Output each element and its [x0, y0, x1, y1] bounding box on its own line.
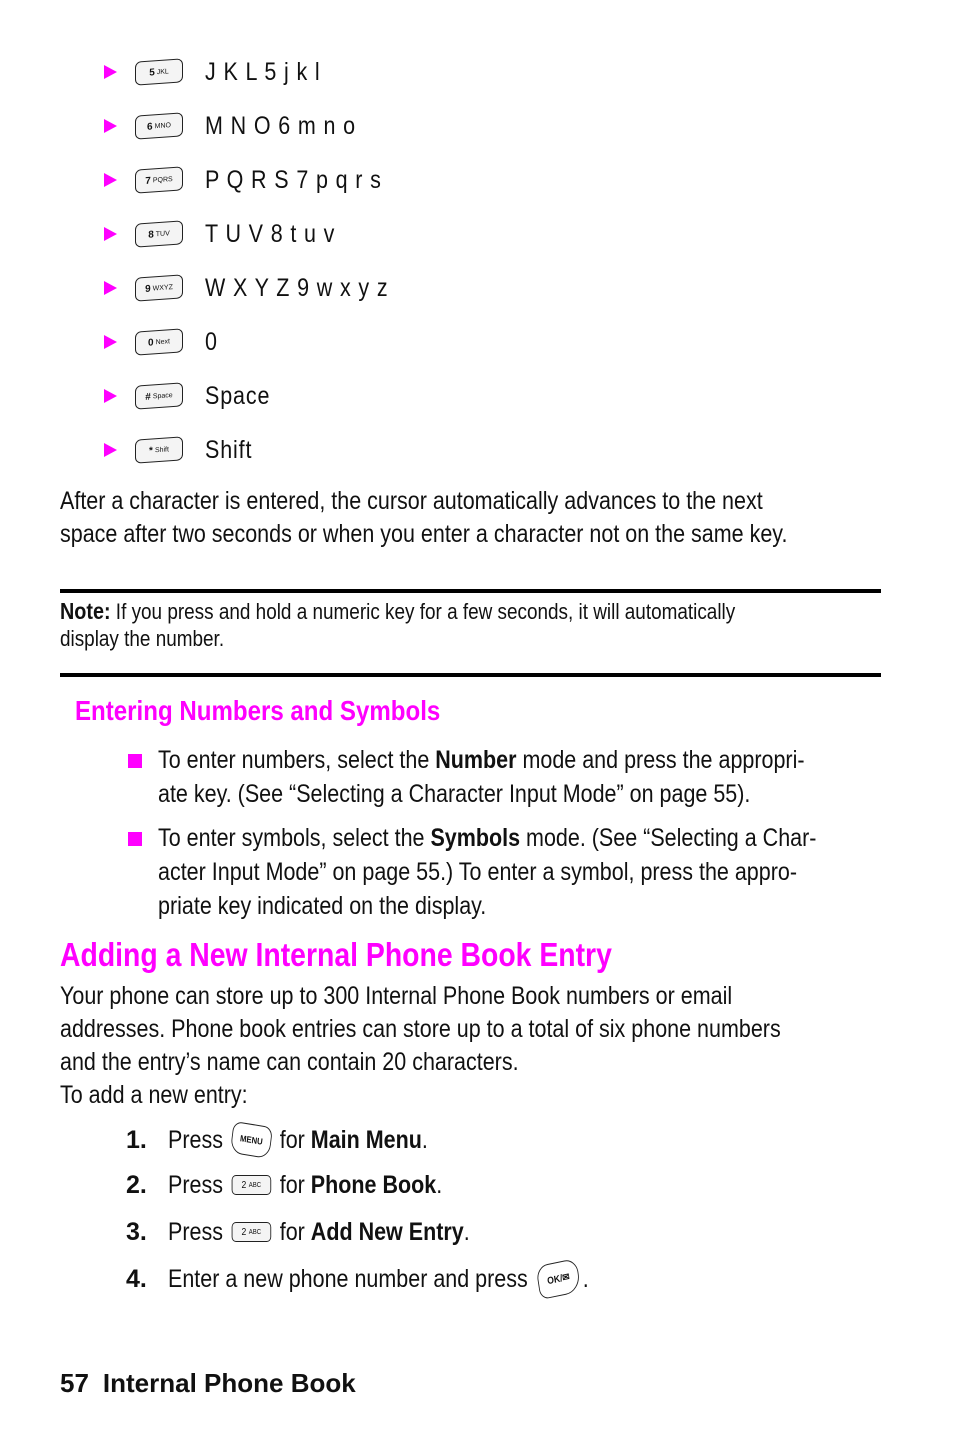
step-1: [126, 1120, 470, 1160]
key-list-item: [104, 214, 356, 254]
key-5-icon: 5 JKL: [135, 58, 183, 85]
step-text: for: [279, 1217, 305, 1246]
key-2-icon: 2 ABC: [232, 1175, 272, 1195]
square-bullet-icon: [128, 832, 142, 846]
key-star-icon: * Shift: [135, 436, 183, 463]
note-text: If you press and hold a numeric key for a few seconds, it will automatically: [110, 599, 736, 624]
arrow-bullet-icon: [104, 173, 117, 187]
arrow-bullet-icon: [104, 65, 117, 79]
punctuation: .: [421, 1125, 428, 1154]
key-list-item: [104, 52, 339, 92]
bullet-text: To enter numbers, select the: [158, 746, 436, 774]
menu-key-icon: MENU: [230, 1121, 273, 1159]
arrow-bullet-icon: [104, 119, 117, 133]
step-text: Press: [168, 1217, 223, 1246]
paragraph-line: addresses. Phone book entries can store up to a total of six phone numbers: [60, 1015, 781, 1043]
step-number: 4.: [126, 1264, 147, 1293]
bullet-text: To enter symbols, select the: [158, 824, 431, 852]
bullet-text: mode. (See “Selecting a Char-: [520, 824, 817, 852]
arrow-bullet-icon: [104, 389, 117, 403]
add-entry-paragraph: [60, 980, 781, 1112]
key-list-item: [104, 268, 418, 308]
punctuation: .: [582, 1264, 589, 1293]
key-6-icon: 6 MNO: [135, 112, 183, 139]
footer-title: Internal Phone Book: [102, 1368, 356, 1398]
paragraph-line: and the entry’s name can contain 20 characters.: [60, 1048, 519, 1076]
note-box: [60, 598, 735, 652]
note-text: display the number.: [60, 626, 225, 651]
step-2: [126, 1165, 487, 1205]
key-list-item: [104, 106, 381, 146]
key-label: P Q R S 7 p q r s: [205, 165, 382, 194]
key-list-item: [104, 376, 281, 416]
step-3: [126, 1212, 519, 1252]
section-heading-add-entry: Adding a New Internal Phone Book Entry: [60, 936, 612, 973]
step-number: 3.: [126, 1217, 147, 1246]
bullet-text: mode and press the appropri-: [516, 746, 805, 774]
bold-term: Phone Book: [310, 1170, 437, 1199]
arrow-bullet-icon: [104, 281, 117, 295]
key-label: Space: [205, 381, 271, 410]
key-7-icon: 7 PQRS: [135, 166, 183, 193]
paragraph-line: Your phone can store up to 300 Internal Phone Book numbers or email: [60, 982, 733, 1010]
ok-key-icon: OK/✉: [536, 1258, 582, 1300]
punctuation: .: [463, 1217, 470, 1246]
paragraph-line: space after two seconds or when you enter a character not on the same key.: [60, 520, 788, 548]
key-label: Shift: [205, 435, 253, 464]
key-label: W X Y Z 9 w x y z: [205, 273, 389, 302]
page-footer: [60, 1368, 370, 1399]
bullet-text: priate key indicated on the display.: [158, 892, 487, 920]
bullet-item-symbols: [158, 821, 816, 923]
note-label: Note:: [60, 598, 111, 624]
paragraph-line: To add a new entry:: [60, 1081, 248, 1109]
arrow-bullet-icon: [104, 443, 117, 457]
key-label: 0: [205, 327, 218, 356]
bold-term: Symbols: [430, 824, 521, 852]
note-bottom-rule: [60, 673, 881, 677]
page-number: 57: [60, 1368, 89, 1398]
step-text: for: [279, 1170, 305, 1199]
key-8-icon: 8 TUV: [135, 220, 183, 247]
paragraph-line: After a character is entered, the cursor automatically advances to the next: [60, 487, 763, 515]
bold-term: Number: [435, 746, 517, 774]
key-list-item: [104, 160, 411, 200]
key-pound-icon: # Space: [135, 382, 183, 409]
arrow-bullet-icon: [104, 227, 117, 241]
key-label: T U V 8 t u v: [205, 219, 336, 248]
step-text: for: [279, 1125, 305, 1154]
key-9-icon: 9 WXYZ: [135, 274, 183, 301]
key-label: M N O 6 m n o: [205, 111, 356, 140]
note-top-rule: [60, 589, 881, 593]
step-number: 1.: [126, 1125, 147, 1154]
bold-term: Main Menu: [310, 1125, 422, 1154]
bold-term: Add New Entry: [310, 1217, 464, 1246]
section-heading-numbers: Entering Numbers and Symbols: [75, 695, 441, 726]
step-text: Press: [168, 1170, 223, 1199]
bullet-item-numbers: [158, 743, 805, 811]
key-label: J K L 5 j k l: [205, 57, 321, 86]
key-0-icon: 0 Next: [135, 328, 183, 355]
step-number: 2.: [126, 1170, 147, 1199]
step-text: Press: [168, 1125, 223, 1154]
key-list-item: [104, 430, 260, 470]
step-4: [126, 1259, 657, 1299]
square-bullet-icon: [128, 754, 142, 768]
bullet-text: ate key. (See “Selecting a Character Input Mode” on page 55).: [158, 780, 751, 808]
key-2-icon: 2 ABC: [232, 1222, 272, 1242]
bullet-text: acter Input Mode” on page 55.) To enter a symbol, press the appro-: [158, 858, 798, 886]
punctuation: .: [436, 1170, 443, 1199]
arrow-bullet-icon: [104, 335, 117, 349]
key-list-item: [104, 322, 220, 362]
cursor-paragraph: [60, 485, 788, 551]
step-text: Enter a new phone number and press: [168, 1264, 528, 1293]
